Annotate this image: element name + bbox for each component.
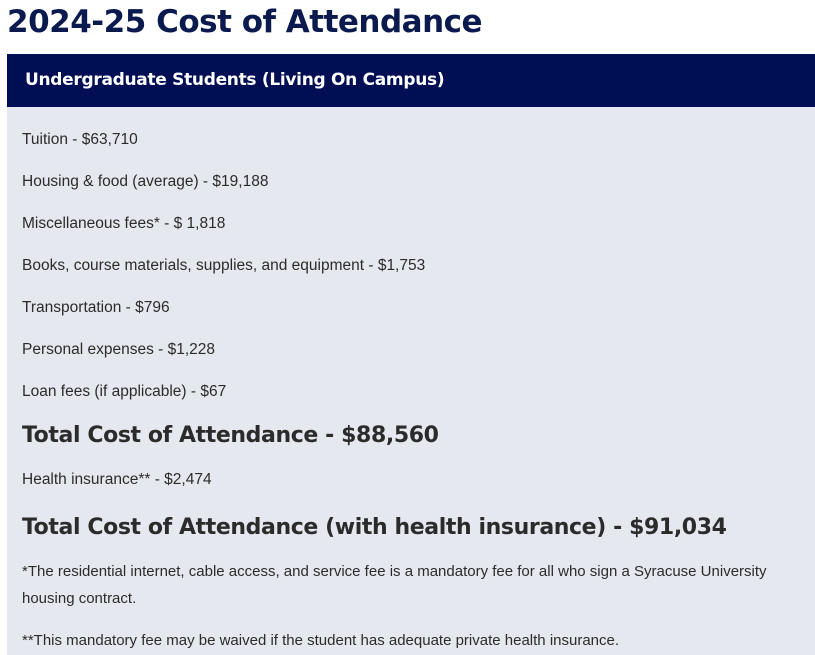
cost-item-personal: Personal expenses - $1,228 [22,341,216,358]
page-title: 2024-25 Cost of Attendance [7,4,483,40]
cost-item-misc-fees: Miscellaneous fees* - $ 1,818 [22,215,226,232]
footnote-residential-fee: *The residential internet, cable access, and service fee is a mandatory fee for all who sign a Syracuse University housing contract. [22,563,767,607]
card-body [7,107,815,654]
total-cost-heading: Total Cost of Attendance - $88,560 [22,423,439,448]
cost-item-tuition: Tuition - $63,710 [22,131,138,148]
cost-item-loan-fees: Loan fees (if applicable) - $67 [22,383,227,400]
cost-list [22,107,795,408]
total-cost-with-insurance-heading: Total Cost of Attendance (with health insurance) - $91,034 [22,515,727,540]
card-header: Undergraduate Students (Living On Campus) [7,54,815,107]
cost-item-transportation: Transportation - $796 [22,299,170,316]
cost-card [7,54,815,655]
footnote-health-waiver: **This mandatory fee may be waived if the student has adequate private health insurance. [22,632,620,649]
cost-item-books: Books, course materials, supplies, and equipment - $1,753 [22,257,426,274]
cost-item-housing: Housing & food (average) - $19,188 [22,173,269,190]
health-insurance-line: Health insurance** - $2,474 [22,471,212,488]
